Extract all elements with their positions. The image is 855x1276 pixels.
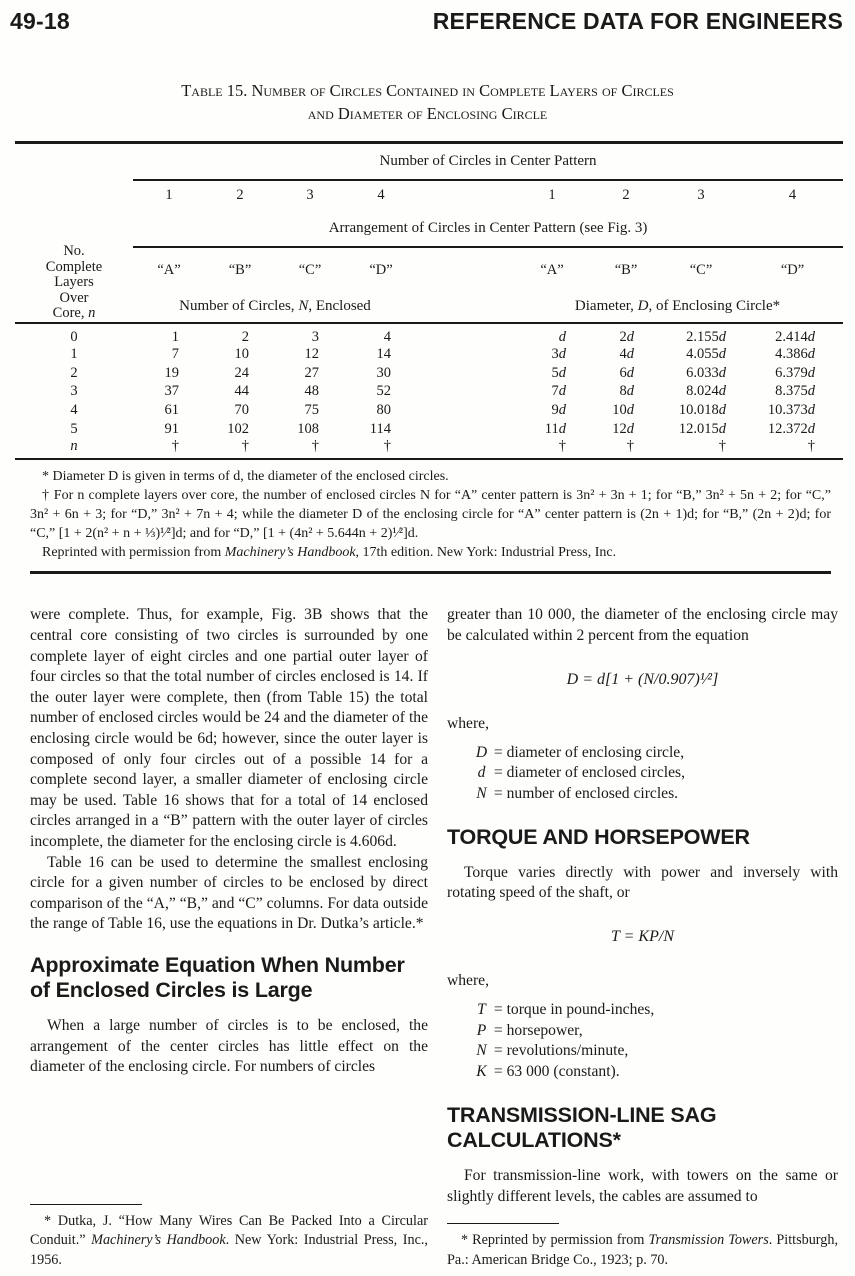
count-cell: 3 [306, 187, 314, 203]
D-value-cell: 12d [612, 420, 634, 437]
where-label: where, [447, 714, 489, 732]
table-row [15, 401, 843, 420]
D-value-cell: 10.018d [678, 402, 726, 419]
count-cell: 1 [165, 187, 173, 203]
count-cell: 4 [377, 187, 385, 203]
N-value-cell: 114 [369, 420, 391, 437]
footnote-left: * Dutka, J. “How Many Wires Can Be Packed Into a Circular Conduit.” Machinery’s Handbook. New York: Industrial Press, Inc., 1956. [30, 1204, 428, 1271]
D-value-cell: 2d [619, 328, 634, 345]
where-label: where, [447, 971, 489, 989]
table-footnote-star: * Diameter D is given in terms of d, the diameter of the enclosed circles. [42, 469, 449, 485]
page-header [0, 0, 855, 35]
gap-cell [417, 401, 512, 420]
body-columns [0, 605, 855, 1270]
paragraph: When a large number of circles is to be enclosed, the arrangement of the center circles has little effect on the diameter of the enclosing circle. For numbers of circles [30, 1016, 428, 1076]
D-value-cell: † [807, 438, 816, 455]
N-value-cell: † [171, 438, 179, 455]
running-title: REFERENCE DATA FOR ENGINEERS [432, 8, 843, 34]
N-value-cell: 14 [376, 346, 391, 363]
section-heading-torque-horsepower: TORQUE AND HORSEPOWER [447, 825, 750, 850]
N-value-cell: 91 [164, 420, 179, 437]
D-value-cell: 2.155d [686, 328, 726, 345]
n-cell: 3 [70, 383, 78, 400]
table-title-line1: Table 15. Number of Circles Contained in Complete Layers of Circles [181, 81, 674, 100]
N-value-cell: 4 [383, 328, 391, 345]
D-value-cell: 10d [612, 402, 634, 419]
page-number: 49-18 [10, 8, 70, 34]
N-value-cell: † [383, 438, 391, 455]
N-value-cell: 102 [227, 420, 249, 437]
section-heading-approximate-equation: Approximate Equation When Number of Enclosed Circles is Large [30, 952, 405, 1003]
gap-cell [417, 346, 512, 365]
pattern-label-cell: “A” [540, 261, 564, 278]
pattern-label-cell: “B” [228, 261, 252, 278]
D-value-cell: 6d [619, 364, 634, 381]
D-value-cell: 5d [551, 364, 566, 381]
N-value-cell: 75 [304, 402, 319, 419]
table-footnotes [30, 467, 831, 562]
count-cell: 2 [622, 187, 630, 203]
definition-list [473, 1000, 838, 1083]
right-column [447, 605, 838, 1270]
D-value-cell: † [718, 438, 726, 455]
arrangement-header-cell: Arrangement of Circles in Center Pattern (see Fig. 3) [133, 211, 843, 247]
paragraph: Torque varies directly with power and inversely with rotating speed of the shaft, or [447, 863, 838, 902]
D-value-cell: 8.024d [686, 383, 726, 400]
gap-cell [417, 383, 512, 402]
D-value-cell: 4.055d [686, 346, 726, 363]
N-value-cell: 27 [304, 364, 319, 381]
group-header-cell: Number of Circles in Center Pattern [133, 143, 843, 180]
N-value-cell: 7 [171, 346, 179, 363]
table-15-wrap [15, 141, 843, 574]
N-value-cell: 61 [164, 402, 179, 419]
definition-item: d = diameter of enclosed circles, [477, 764, 685, 782]
N-value-cell: 37 [164, 383, 179, 400]
D-value-cell: † [558, 438, 566, 455]
N-value-cell: 44 [234, 383, 249, 400]
definition-list [473, 743, 838, 805]
N-value-cell: 52 [376, 383, 391, 400]
count-cell: 1 [548, 187, 556, 203]
D-value-cell: 8d [619, 383, 634, 400]
n-cell: n [70, 438, 78, 455]
N-value-cell: 19 [164, 364, 179, 381]
N-value-cell: 70 [234, 402, 249, 419]
pattern-label-cell: “C” [298, 261, 322, 278]
equation-torque: T = KP/N [611, 927, 674, 945]
gap-cell [417, 364, 512, 383]
definition-item: D = diameter of enclosing circle, [475, 743, 685, 761]
paragraph: greater than 10 000, the diameter of the enclosing circle may be calculated within 2 percent from the equation [447, 606, 838, 645]
N-value-cell: 2 [241, 328, 249, 345]
count-cell: 2 [236, 187, 244, 203]
circles-table [15, 141, 843, 460]
pattern-label-cell: “B” [614, 261, 638, 278]
table-title [0, 79, 855, 125]
D-value-cell: 8.375d [775, 383, 816, 400]
N-value-cell: 108 [297, 420, 319, 437]
pattern-label-cell: “A” [157, 261, 181, 278]
D-value-cell: 4.386d [775, 346, 816, 363]
count-cell: 3 [697, 187, 705, 203]
pattern-label-cell: “D” [780, 261, 805, 278]
left-column [30, 605, 428, 1270]
gap-cell [417, 438, 512, 459]
gap-cell [417, 180, 512, 211]
count-cell: 4 [788, 187, 797, 203]
pattern-label-cell: “D” [369, 261, 393, 278]
definition-item: K = 63 000 (constant). [476, 1063, 620, 1081]
pattern-label-cell: “C” [689, 261, 713, 278]
n-cell: 4 [70, 402, 78, 419]
table-row [15, 323, 843, 346]
D-value-cell: 2.414d [775, 328, 816, 345]
D-value-cell: † [626, 438, 634, 455]
D-value-cell: 12.015d [678, 420, 726, 437]
definition-item: P = horsepower, [476, 1021, 583, 1039]
D-value-cell: 10.373d [767, 402, 816, 419]
gap-cell [417, 420, 512, 439]
table-row [15, 346, 843, 365]
equation-enclosing-diameter: D = d[1 + (N/0.907)¹⁄²] [566, 670, 719, 688]
definition-item: N = number of enclosed circles. [476, 785, 679, 803]
table-row [15, 420, 843, 439]
N-value-cell: 48 [304, 383, 319, 400]
N-value-cell: 1 [171, 328, 179, 345]
stub-header: No. Complete Layers Over Core, n [15, 143, 133, 323]
footnote-right: * Reprinted by permission from Transmission Towers. Pittsburgh, Pa.: American Bridge Co., 1923; p. 70. [447, 1223, 838, 1270]
D-value-cell: 3d [551, 346, 566, 363]
n-cell: 2 [70, 364, 78, 381]
paragraph: were complete. Thus, for example, Fig. 3B shows that the central core consisting of two circles is surrounded by one complete layer of eight circles and one partial outer layer of four circles so that the total number of circles enclosed is 14. If the outer layer were complete, then (from Table 15) the total number of enclosed circles would be 24 and the diameter of the enclosing circle would be 6d; however, since the outer layer is composed of only four circles out of a possible 14 for a complete second layer, a smaller diameter of enclosing circle may be used. Table 16 shows that for a total of 14 enclosed circles arranged in a “B” pattern with the outer layer of circles incomplete, the diameter for the enclosing circle is 4.606d. [30, 606, 428, 850]
D-value-cell: 12.372d [767, 420, 816, 437]
paragraph: For transmission-line work, with towers on the same or slightly different levels, the cables are assumed to [447, 1166, 838, 1205]
footnote-rule [30, 1204, 142, 1205]
D-value-cell: 6.379d [775, 364, 816, 381]
table-footnote-reprint: Reprinted with permission from Machinery’s Handbook, 17th edition. New York: Industrial Press, Inc. [42, 545, 617, 561]
paragraph: Table 16 can be used to determine the smallest enclosing circle for a given number of circles to be enclosed by direct comparison of the “A,” “B,” and “C” columns. For data outside the range of Table 16, use the equations in Dr. Dutka’s article.* [30, 853, 428, 933]
D-value-cell: 9d [551, 402, 566, 419]
section-headers-row [15, 293, 843, 323]
n-cell: 5 [70, 420, 78, 437]
gap-cell [417, 323, 512, 346]
gap-cell [417, 293, 512, 323]
D-value-cell: d [558, 328, 566, 345]
D-value-cell: 11d [544, 420, 566, 437]
center-pattern-counts-row [15, 180, 843, 211]
pattern-labels-row [15, 247, 843, 293]
section-heading-transmission-line-sag: TRANSMISSION-LINE SAG CALCULATIONS* [447, 1102, 717, 1153]
table-row [15, 438, 843, 459]
table-footnote-dagger: † For n complete layers over core, the number of enclosed circles N for “A” center pattern is 3n² + 3n + 1; for “B,” 3n² + 5n + 2; for “C,” 3n² + 6n + 3; for “D,” 3n² + 7n + 4; while the diameter D of the enclosing circle for “A” center pattern is (2n + 1)d; for “B,” (2n + 2)d; for “C,” [1 + 2(n² + n + ⅓)¹⁄²]d; and for “D,” [1 + (4n² + 5.644n + 2)¹⁄²]d. [30, 488, 831, 542]
table-bottom-rule [30, 571, 831, 574]
N-value-cell: 3 [311, 328, 319, 345]
footnote-rule [447, 1223, 559, 1224]
table-row [15, 364, 843, 383]
section-header-right: Diameter, D, of Enclosing Circle* [512, 293, 843, 323]
gap-cell [417, 247, 512, 293]
N-value-cell: 30 [376, 364, 391, 381]
definition-item: T = torque in pound-inches, [477, 1000, 655, 1018]
D-value-cell: 6.033d [686, 364, 726, 381]
D-value-cell: 4d [619, 346, 634, 363]
n-cell: 0 [70, 328, 78, 345]
N-value-cell: 10 [234, 346, 249, 363]
N-value-cell: 80 [376, 402, 391, 419]
D-value-cell: 7d [551, 383, 566, 400]
N-value-cell: 12 [304, 346, 319, 363]
n-cell: 1 [70, 346, 78, 363]
table-row [15, 383, 843, 402]
N-value-cell: † [241, 438, 249, 455]
table-title-line2: and Diameter of Enclosing Circle [307, 104, 548, 123]
N-value-cell: 24 [234, 364, 249, 381]
definition-item: N = revolutions/minute, [476, 1042, 629, 1060]
N-value-cell: † [311, 438, 319, 455]
section-header-left: Number of Circles, N, Enclosed [133, 293, 417, 323]
